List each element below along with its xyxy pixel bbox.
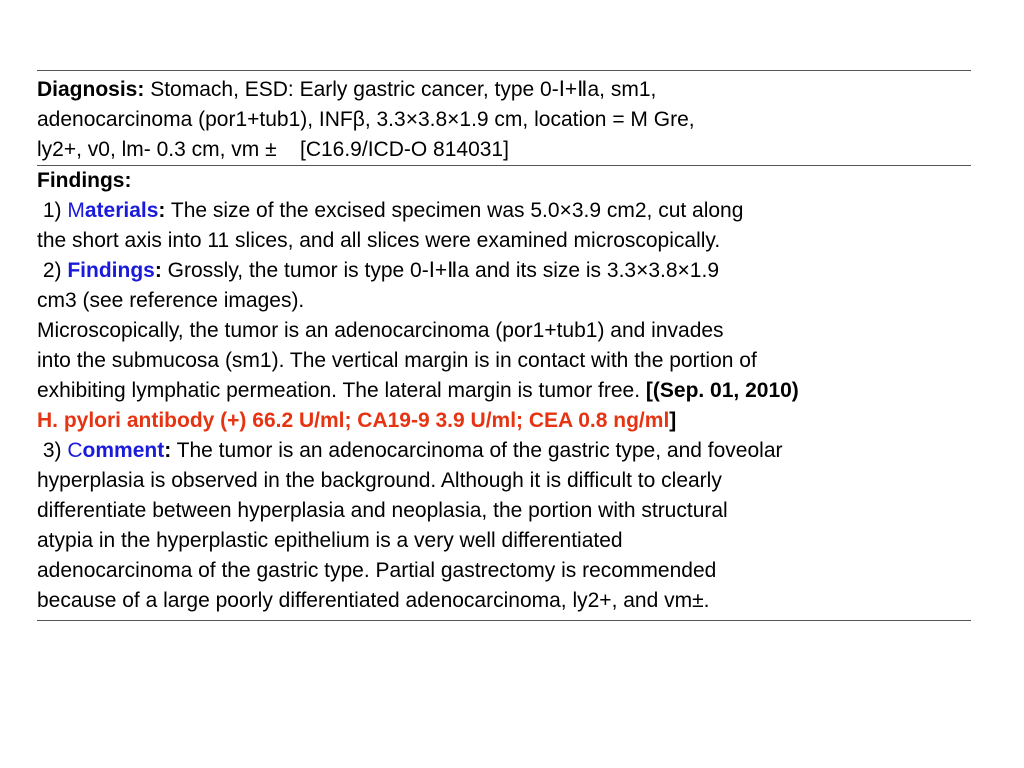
findings-section [37, 166, 971, 616]
materials-line-1 [37, 196, 971, 226]
comment-line-2: hyperplasia is observed in the background. Although it is difficult to clearly [37, 469, 722, 492]
materials-text-1: The size of the excised specimen was 5.0×3.9 cm2, cut along [165, 199, 744, 222]
comment-colon: : [164, 439, 172, 462]
gross-findings-line-1 [37, 256, 971, 286]
findings-heading: Findings: [37, 169, 132, 192]
bottom-divider [37, 620, 971, 621]
diagnosis-label: Diagnosis: [37, 78, 145, 101]
comment-title: omment [82, 439, 165, 462]
diagnosis-section [37, 71, 971, 165]
materials-number: 1) [37, 199, 68, 222]
findings-number: 2) [37, 259, 68, 282]
diagnosis-text-1: Stomach, ESD: Early gastric cancer, type 0-Ⅰ+Ⅱa, sm1, [144, 78, 657, 101]
comment-text-1: The tumor is an adenocarcinoma of the gastric type, and foveolar [171, 439, 783, 462]
materials-line-2: the short axis into 11 slices, and all slices were examined microscopically. [37, 229, 721, 252]
materials-colon: : [158, 199, 166, 222]
gross-findings-line-2: cm3 (see reference images). [37, 289, 305, 312]
diagnosis-text-3: ly2+, v0, lm- 0.3 cm, vm ± [C16.9/ICD-O 814031] [37, 138, 509, 161]
materials-title-initial: M [67, 199, 85, 222]
comment-title-initial: C [67, 439, 83, 462]
diagnosis-line-2: adenocarcinoma (por1+tub1), INFβ, 3.3×3.8×1.9 cm, location = M Gre, [37, 108, 695, 131]
lab-values-line [37, 406, 971, 436]
micro-findings-line-2: into the submucosa (sm1). The vertical margin is in contact with the portion of [37, 349, 757, 372]
comment-number: 3) [37, 439, 68, 462]
materials-title: aterials [84, 199, 159, 222]
comment-line-3: differentiate between hyperplasia and neoplasia, the portion with structural [37, 499, 728, 522]
findings-colon: : [154, 259, 162, 282]
lab-date: [(Sep. 01, 2010) [645, 379, 799, 402]
comment-line-4: atypia in the hyperplastic epithelium is a very well differentiated [37, 529, 623, 552]
micro-findings-line-1: Microscopically, the tumor is an adenocarcinoma (por1+tub1) and invades [37, 319, 724, 342]
comment-line-6: because of a large poorly differentiated adenocarcinoma, ly2+, and vm±. [37, 589, 710, 612]
micro-findings-line-3 [37, 376, 971, 406]
comment-line-5: adenocarcinoma of the gastric type. Partial gastrectomy is recommended [37, 559, 717, 582]
micro-findings-text-3: exhibiting lymphatic permeation. The lateral margin is tumor free. [37, 379, 646, 402]
diagnosis-line-3 [37, 135, 971, 165]
lab-bracket-close: ] [669, 409, 677, 432]
gross-findings-text-1: Grossly, the tumor is type 0-Ⅰ+Ⅱa and its size is 3.3×3.8×1.9 [161, 259, 719, 282]
diagnosis-line-1 [37, 75, 971, 105]
lab-values: H. pylori antibody (+) 66.2 U/ml; CA19-9 3.9 U/ml; CEA 0.8 ng/ml [37, 409, 670, 432]
report-slide [37, 70, 971, 621]
findings-subtitle: Findings [67, 259, 155, 282]
comment-line-1 [37, 436, 971, 466]
